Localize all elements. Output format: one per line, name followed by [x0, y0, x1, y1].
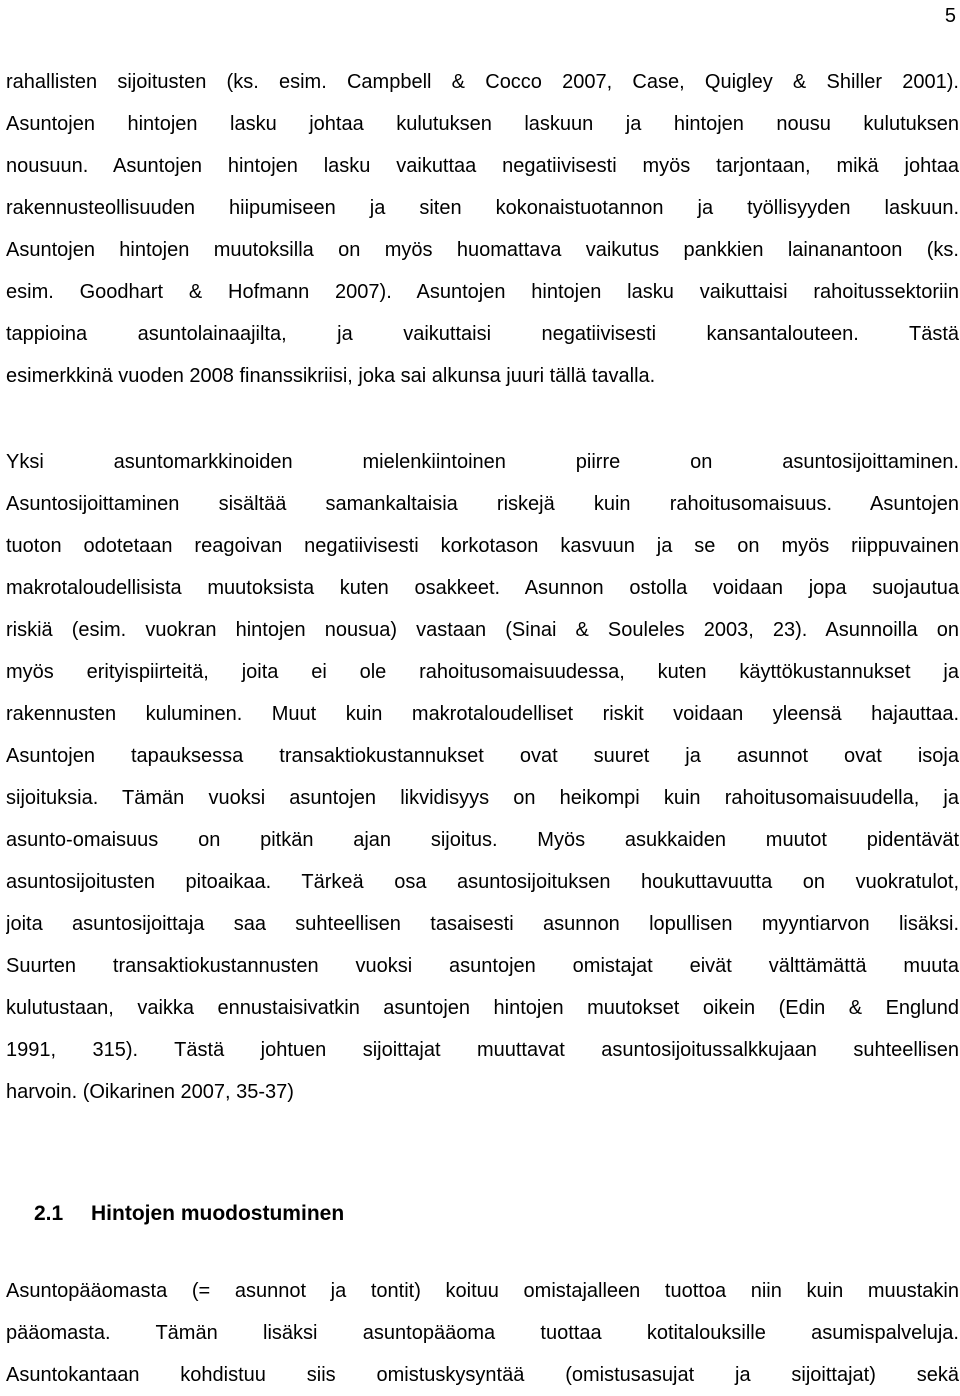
text-line: rakennusten kuluminen. Muut kuin makrotaloudelliset riskit voidaan yleensä hajauttaa.	[6, 703, 959, 725]
text-line: Asuntojen hintojen muutoksilla on myös huomattava vaikutus pankkien lainanantoon (ks.	[6, 239, 959, 261]
text-line: joita asuntosijoittaja saa suhteellisen tasaisesti asunnon lopullisen myyntiarvon lisäksi.	[6, 913, 959, 935]
text-line: asunto-omaisuus on pitkän ajan sijoitus. Myös asukkaiden muutot pidentävät	[6, 829, 959, 851]
text-line: pääomasta. Tämän lisäksi asuntopääoma tuottaa kotitalouksille asumispalveluja.	[6, 1322, 959, 1344]
text-line: Asuntokantaan kohdistuu siis omistuskysyntää (omistusasujat ja sijoittajat) sekä	[6, 1364, 959, 1386]
text-line: rakennusteollisuuden hiipumiseen ja siten kokonaistuotannon ja työllisyyden laskuun.	[6, 197, 959, 219]
page-number: 5	[944, 5, 956, 27]
section-number: 2.1	[34, 1202, 64, 1225]
paragraph-3	[6, 1270, 959, 1396]
section-heading	[34, 1193, 344, 1235]
text-line: Suurten transaktiokustannusten vuoksi asuntojen omistajat eivät välttämättä muuta	[6, 955, 959, 977]
text-line: myös erityispiirteitä, joita ei ole rahoitusomaisuudessa, kuten käyttökustannukset ja	[6, 661, 959, 683]
text-line: tuoton odotetaan reagoivan negatiivisesti korkotason kasvuun ja se on myös riippuvainen	[6, 535, 959, 557]
section-title: Hintojen muodostuminen	[91, 1202, 345, 1225]
text-line: Asuntojen tapauksessa transaktiokustannukset ovat suuret ja asunnot ovat isoja	[6, 745, 959, 767]
text-line: harvoin. (Oikarinen 2007, 35-37)	[6, 1081, 294, 1103]
text-line: Asuntojen hintojen lasku johtaa kulutuksen laskuun ja hintojen nousu kulutuksen	[6, 113, 959, 135]
text-line: esim. Goodhart & Hofmann 2007). Asuntojen hintojen lasku vaikuttaisi rahoitussektoriin	[6, 281, 959, 303]
text-line: riskiä (esim. vuokran hintojen nousua) vastaan (Sinai & Souleles 2003, 23). Asunnoilla on	[6, 619, 959, 641]
text-line: kulutustaan, vaikka ennustaisivatkin asuntojen hintojen muutokset oikein (Edin & Englund	[6, 997, 959, 1019]
text-line: tappioina asuntolainaajilta, ja vaikuttaisi negatiivisesti kansantalouteen. Tästä	[6, 323, 959, 345]
text-line: nousuun. Asuntojen hintojen lasku vaikuttaa negatiivisesti myös tarjontaan, mikä johtaa	[6, 155, 959, 177]
text-line: makrotaloudellisista muutoksista kuten osakkeet. Asunnon ostolla voidaan jopa suojautua	[6, 577, 959, 599]
text-line: rahallisten sijoitusten (ks. esim. Campbell & Cocco 2007, Case, Quigley & Shiller 2001).	[6, 71, 959, 93]
text-line: Asuntopääomasta (= asunnot ja tontit) koituu omistajalleen tuottoa niin kuin muustakin	[6, 1280, 959, 1302]
text-line: Asuntosijoittaminen sisältää samankaltaisia riskejä kuin rahoitusomaisuus. Asuntojen	[6, 493, 959, 515]
text-line: asuntosijoitusten pitoaikaa. Tärkeä osa asuntosijoituksen houkuttavuutta on vuokratulot,	[6, 871, 959, 893]
paragraph-2	[6, 441, 959, 1113]
text-line: sijoituksia. Tämän vuoksi asuntojen likvidisyys on heikompi kuin rahoitusomaisuudella, ja	[6, 787, 959, 809]
text-line: esimerkkinä vuoden 2008 finanssikriisi, joka sai alkunsa juuri tällä tavalla.	[6, 365, 656, 387]
paragraph-1	[6, 61, 959, 397]
text-line: Yksi asuntomarkkinoiden mielenkiintoinen piirre on asuntosijoittaminen.	[6, 451, 959, 473]
text-line: 1991, 315). Tästä johtuen sijoittajat muuttavat asuntosijoitussalkkujaan suhteellisen	[6, 1039, 959, 1061]
